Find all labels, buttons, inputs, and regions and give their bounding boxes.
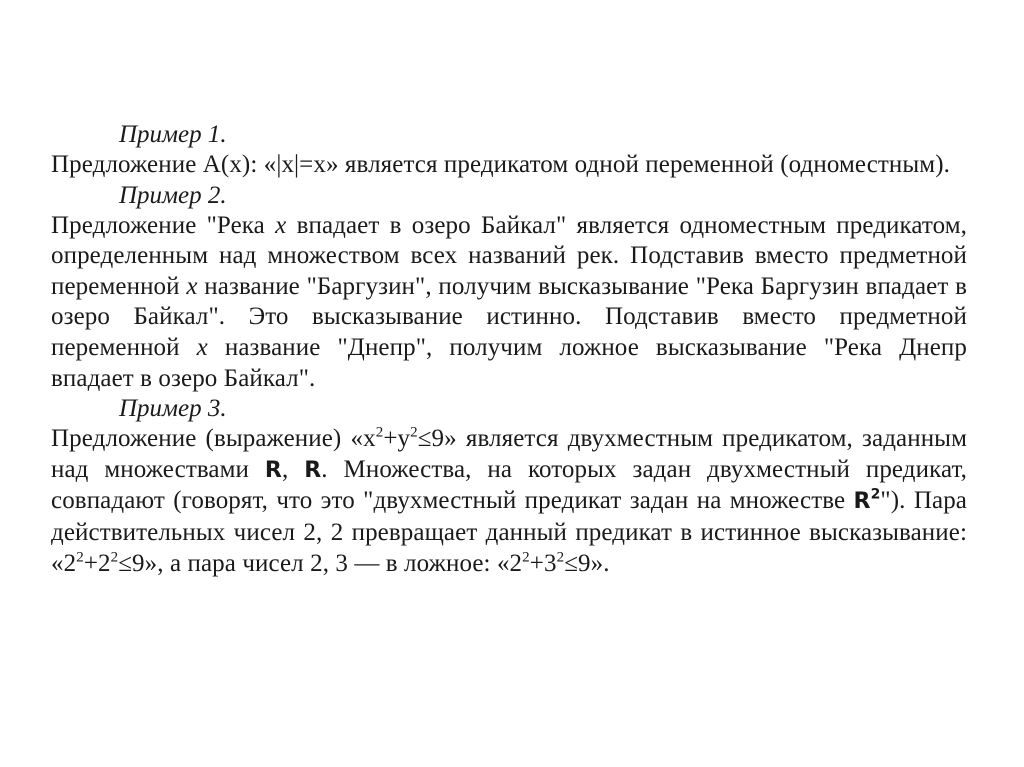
- variable-x: x: [196, 333, 208, 361]
- superscript: 2: [522, 549, 530, 566]
- text-run: ≤9» является двухместным предикатом, заданным над множествами: [51, 425, 967, 483]
- document-page: [51, 120, 967, 579]
- text-run: ≤9».: [564, 549, 610, 577]
- text-run: впадает в озеро Байкал" является одноместным предикатом, определенным над множеством всех названий рек. Подставив вместо предметной переменной: [51, 211, 968, 300]
- text-run: "). Пара действительных чисел 2, 2 превращает данный предикат в истинное высказывание: «2: [51, 487, 967, 577]
- real-numbers-symbol: R: [853, 489, 871, 515]
- superscript: 2: [76, 549, 84, 566]
- text-run: ≤9», а пара чисел 2, 3 — в ложное: «2: [118, 549, 523, 577]
- example-2-text: [51, 211, 967, 395]
- real-numbers-symbol: R: [304, 457, 322, 483]
- example-3-heading: Пример 3.: [119, 395, 227, 423]
- example-2-heading: Пример 2.: [119, 181, 227, 209]
- superscript: 2: [870, 487, 881, 504]
- variable-x: x: [275, 211, 287, 239]
- text-run: ,: [281, 455, 305, 483]
- example-1-heading: Пример 1.: [119, 121, 227, 148]
- text-run: название "Баргузин", получим высказывание "Река Баргузин впадает в озеро Байкал". Это высказывание истинно. Подставив вместо предметной переменной: [51, 272, 967, 361]
- example-3-text: [51, 424, 967, 579]
- variable-x: x: [186, 272, 198, 300]
- text-run: Предложение (выражение) «x: [51, 425, 376, 453]
- text-run: +y: [383, 425, 411, 453]
- text-run: название "Днепр", получим ложное высказывание "Река Днепр впадает в озеро Байкал".: [51, 333, 967, 392]
- text-run: . Множества, на которых задан двухместный предикат, совпадают (говорят, что это "двухместный предикат задан на множестве: [51, 455, 967, 515]
- superscript: 2: [110, 549, 119, 566]
- superscript: 2: [410, 424, 418, 441]
- superscript: 2: [556, 549, 565, 566]
- text-run: +3: [529, 549, 557, 577]
- text-run: +2: [83, 549, 111, 577]
- superscript: 2: [375, 424, 384, 441]
- example-1-text: Предложение A(x): «|x|=x» является предикатом одной переменной (одноместным).: [51, 151, 951, 178]
- real-numbers-symbol: R: [264, 457, 282, 483]
- text-run: Предложение "Река: [51, 211, 276, 239]
